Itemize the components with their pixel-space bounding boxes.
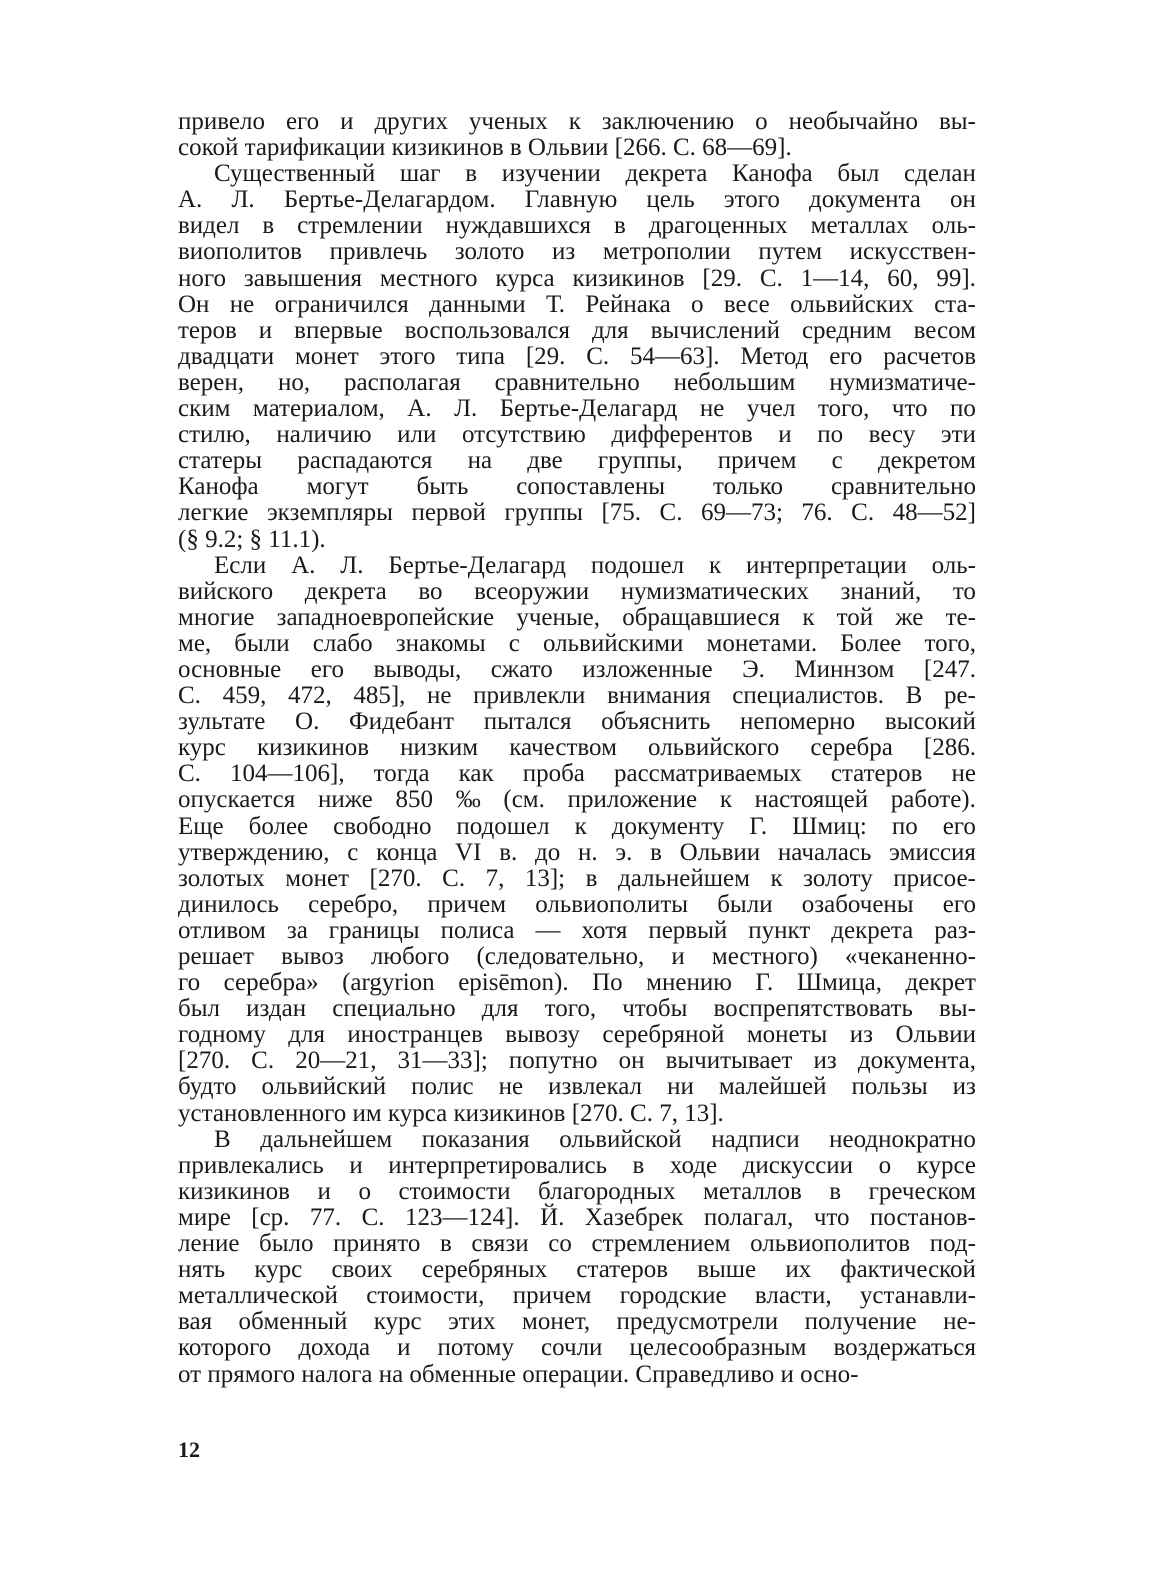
text-line: го серебра» (argyrion episēmon). По мнению Г. Шмица, декрет: [178, 969, 976, 997]
text-line: статеры распадаются на две группы, причем с декретом: [178, 447, 976, 475]
text-line: решает вывоз любого (следовательно, и местного) «чеканенно-: [178, 943, 976, 970]
paragraph: [178, 161, 976, 552]
text-line: нять курс своих серебряных статеров выше их фактической: [178, 1256, 976, 1284]
text-line: виополитов привлечь золото из метрополии путем искусствен-: [178, 238, 976, 266]
text-line: ме, были слабо знакомы с ольвийскими монетами. Более того,: [178, 629, 976, 657]
text-line: металлической стоимости, причем городские власти, устанавли-: [178, 1282, 976, 1310]
text-line: [270. С. 20—21, 31—33]; попутно он вычитывает из документа,: [178, 1047, 976, 1075]
text-line: верен, но, располагая сравнительно небольшим нумизматиче-: [178, 368, 976, 396]
text-line: двадцати монет этого типа [29. С. 54—63]. Метод его расчетов: [178, 342, 976, 370]
text-line: Если А. Л. Бертье-Делагард подошел к интерпретации оль-: [214, 551, 976, 579]
paragraph: [178, 553, 976, 1127]
text-line: годному для иностранцев вывозу серебряной монеты из Ольвии: [178, 1021, 976, 1049]
text-line: отливом за границы полиса — хотя первый пункт декрета раз-: [178, 916, 976, 944]
text-line: утверждению, с конца VI в. до н. э. в Ольвии началась эмиссия: [178, 838, 976, 866]
text-line: основные его выводы, сжато изложенные Э. Миннзом [247.: [178, 655, 976, 683]
text-line: привлекались и интерпретировались в ходе дискуссии о курсе: [178, 1151, 976, 1179]
text-line: вая обменный курс этих монет, предусмотрели получение не-: [178, 1308, 976, 1336]
page-number: 12: [178, 1437, 200, 1462]
text-line: В дальнейшем показания ольвийской надписи неоднократно: [214, 1125, 976, 1153]
text-line: (§ 9.2; § 11.1).: [178, 525, 326, 553]
text-line: зультате О. Фидебант пытался объяснить непомерно высокий: [178, 708, 976, 736]
text-line: курс кизикинов низким качеством ольвийского серебра [286.: [178, 734, 976, 762]
text-line: А. Л. Бертье-Делагардом. Главную цель этого документа он: [178, 186, 976, 214]
paragraph: [178, 1127, 976, 1388]
text-line: ление было принято в связи со стремлением ольвиополитов под-: [178, 1230, 976, 1258]
text-line: многие западноевропейские ученые, обращавшиеся к той же те-: [178, 603, 976, 631]
text-line: С. 459, 472, 485], не привлекли внимания специалистов. В ре-: [178, 682, 976, 710]
text-line: кизикинов и о стоимости благородных металлов в греческом: [178, 1177, 976, 1205]
text-line: С. 104—106], тогда как проба рассматриваемых статеров не: [178, 760, 976, 788]
text-line: Канофа могут быть сопоставлены только сравнительно: [178, 473, 976, 501]
text-line: теров и впервые воспользовался для вычислений средним весом: [178, 316, 976, 344]
text-line: Еще более свободно подошел к документу Г. Шмиц: по его: [178, 812, 976, 840]
text-line: будто ольвийский полис не извлекал ни малейшей пользы из: [178, 1073, 976, 1101]
text-line: которого дохода и потому сочли целесообразным воздержаться: [178, 1334, 976, 1362]
text-line: золотых монет [270. С. 7, 13]; в дальнейшем к золоту присое-: [178, 864, 976, 892]
text-line: опускается ниже 850 ‰ (см. приложение к настоящей работе).: [178, 786, 976, 814]
text-line: видел в стремлении нуждавшихся в драгоценных металлах оль-: [178, 212, 976, 240]
text-line: вийского декрета во всеоружии нумизматических знаний, то: [178, 577, 976, 605]
text-line: ским материалом, А. Л. Бертье-Делагард не учел того, что по: [178, 395, 976, 423]
text-line: был издан специально для того, чтобы воспрепятствовать вы-: [178, 995, 976, 1023]
text-line: установленного им курса кизикинов [270. С. 7, 13].: [178, 1099, 724, 1127]
text-line: Он не ограничился данными Т. Рейнака о весе ольвийских ста-: [178, 290, 976, 318]
body-text: [178, 109, 976, 1388]
text-line: ного завышения местного курса кизикинов [29. С. 1—14, 60, 99].: [178, 264, 976, 292]
text-line: мире [ср. 77. С. 123—124]. Й. Хазебрек полагал, что постанов-: [178, 1203, 976, 1231]
text-line: легкие экземпляры первой группы [75. С. 69—73; 76. С. 48—52]: [178, 499, 976, 527]
paragraph: [178, 109, 976, 161]
text-line: Существенный шаг в изучении декрета Канофа был сделан: [214, 160, 976, 188]
text-line: от прямого налога на обменные операции. Справедливо и осно-: [178, 1360, 859, 1388]
text-line: стилю, наличию или отсутствию дифферентов и по весу эти: [178, 421, 976, 449]
text-line: сокой тарификации кизикинов в Ольвии [266. С. 68—69].: [178, 134, 792, 162]
text-line: динилось серебро, причем ольвиополиты были озабочены его: [178, 890, 976, 918]
text-line: привело его и других ученых к заключению о необычайно вы-: [178, 108, 976, 135]
